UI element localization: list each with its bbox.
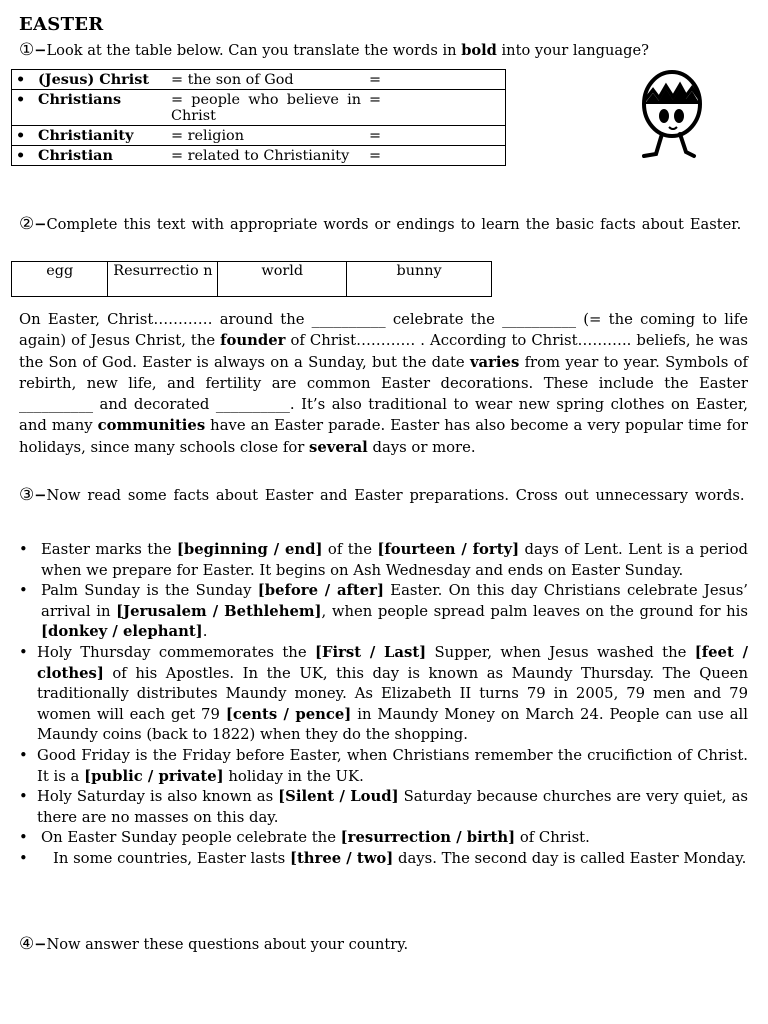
text-segment: of Christ………… . According to Christ……….. beliefs, he was the Son of God. Easter is always on a Sunday, but the date (19, 332, 749, 371)
text-segment: Holy Saturday is also known as (37, 788, 279, 806)
fact-item (19, 849, 748, 870)
bold-word: varies (469, 353, 520, 371)
bold-word: [Silent / Loud] (278, 788, 399, 806)
vocab-definition: = people who believe in Christ (167, 90, 365, 126)
bold-word: [cents / pence] (225, 705, 352, 723)
bold-word: [beginning / end] (176, 541, 323, 558)
vocab-term-text: Christianity (38, 127, 134, 144)
text-segment: In some countries, Easter lasts (53, 849, 290, 867)
word-box-cell: egg (12, 262, 108, 297)
section-4-number: ④ (19, 934, 35, 954)
section-2-instruction: ②−Complete this text with appropriate words or endings to learn the basic facts about Easter. (19, 214, 742, 234)
text-segment: Saturday because churches are very quiet, as there are no masses on this day. (37, 788, 748, 826)
section-3-number: ③ (19, 485, 35, 505)
vocab-term-text: Christians (38, 91, 122, 108)
bold-word: [donkey / elephant] (41, 623, 203, 641)
fact-item (19, 746, 748, 787)
vocabulary-table (11, 69, 506, 166)
text-segment: Good Friday is the Friday before Easter, when Christians remember the crucifiction of Christ. It is a (37, 746, 748, 785)
vocab-row (12, 146, 506, 166)
vocab-term (12, 146, 168, 166)
vocab-definition: = religion (167, 126, 365, 146)
vocab-row (12, 126, 506, 146)
bold-word: several (309, 438, 368, 456)
text-segment: Supper, when Jesus washed the (426, 643, 695, 661)
section-2-number: ② (19, 214, 35, 234)
section-1-number: ① (19, 40, 35, 60)
text-segment: of his Apostles. In the UK, this day is known as Maundy Thursday. The Queen traditionally distributes Maundy money. As Elizabeth II turns 79 in 2005, 79 men and 79 women will each get 79 (37, 664, 748, 723)
bold-word: [three / two] (289, 849, 394, 867)
cracked-egg-character-icon (636, 68, 708, 160)
vocab-term-text: (Jesus) Christ (38, 71, 149, 88)
section-1-instruction: ①−Look at the table below. Can you translate the words in bold into your language? (19, 40, 649, 60)
bold-word: [resurrection / birth] (340, 829, 516, 847)
text-segment: from year to year. Symbols of rebirth, new life, and fertility are common Easter decorations. These include the Easter __________ and decorated __________. It’s also traditional to wear new spring clothes on Easter, and many (19, 353, 748, 435)
word-box-table (11, 261, 492, 297)
text-segment: Easter marks the (41, 541, 177, 558)
vocab-translation-cell: = (365, 126, 506, 146)
text-segment: of the (322, 541, 378, 558)
text-segment: days. The second day is called Easter Monday. (393, 849, 747, 867)
vocab-translation-cell: = (365, 70, 506, 90)
text-segment: Palm Sunday is the Sunday (41, 582, 258, 600)
text-segment: On Easter, Christ………… around the __________ celebrate the __________ (= the coming to life again) of Jesus Christ, the (19, 311, 748, 350)
fact-item (19, 787, 748, 828)
vocab-term (12, 126, 168, 146)
bullet: • (16, 71, 26, 88)
bullet: • (16, 147, 26, 164)
fact-item (19, 581, 748, 643)
text-segment: Easter. On this day Christians celebrate Jesus’ arrival in (41, 582, 749, 620)
vocab-term (12, 90, 168, 126)
word-box-cell: Resurrectio n (108, 262, 218, 297)
vocab-definition: = the son of God (167, 70, 365, 90)
bold-word: founder (220, 332, 286, 350)
fact-item (19, 643, 748, 746)
fact-item (19, 828, 748, 849)
bold-word: [fourteen / forty] (377, 541, 520, 558)
easter-facts-paragraph (19, 309, 748, 458)
fact-item (19, 540, 748, 581)
text-segment: , when people spread palm leaves on the ground for his (321, 602, 748, 620)
vocab-term-text: Christian (38, 147, 113, 164)
text-segment: holiday in the UK. (223, 767, 364, 785)
vocab-term (12, 70, 168, 90)
text-segment: have an Easter parade. Easter has also become a very popular time for holidays, since many schools close for (19, 417, 748, 456)
text-segment: . (202, 623, 208, 641)
word-box-cell: bunny (347, 262, 492, 297)
text-segment: days of Lent. Lent is a period when we prepare for Easter. It begins on Ash Wednesday and ends on Easter Sunday. (41, 541, 748, 579)
section-4-instruction: ④−Now answer these questions about your country. (19, 934, 409, 954)
vocab-row (12, 90, 506, 126)
bold-word: [feet / clothes] (37, 643, 748, 682)
facts-list (19, 540, 748, 870)
vocab-translation-cell: = (365, 90, 506, 126)
vocab-row (12, 70, 506, 90)
text-segment: On Easter Sunday people celebrate the (41, 829, 341, 847)
word-box-cell: world (218, 262, 347, 297)
text-segment: of Christ. (515, 829, 590, 847)
bold-word: [First / Last] (314, 643, 427, 661)
bold-word: [public / private] (84, 767, 224, 785)
section-3-instruction: ③−Now read some facts about Easter and Easter preparations. Cross out unnecessary words. (19, 485, 745, 505)
page-title: EASTER (19, 14, 104, 35)
bold-word: communities (97, 417, 206, 435)
vocab-translation-cell: = (365, 146, 506, 166)
vocab-definition: = related to Christianity (167, 146, 365, 166)
word-box-row (12, 262, 492, 297)
text-segment: days or more. (367, 438, 476, 456)
text-segment: Holy Thursday commemorates the (37, 643, 315, 661)
bullet: • (16, 127, 26, 144)
text-segment: in Maundy Money on March 24. People can use all Maundy coins (back to 1822) when they do the shopping. (37, 705, 749, 744)
bold-word: [before / after] (257, 582, 384, 600)
bullet: • (16, 91, 26, 108)
bold-word: [Jerusalem / Bethlehem] (116, 602, 322, 620)
